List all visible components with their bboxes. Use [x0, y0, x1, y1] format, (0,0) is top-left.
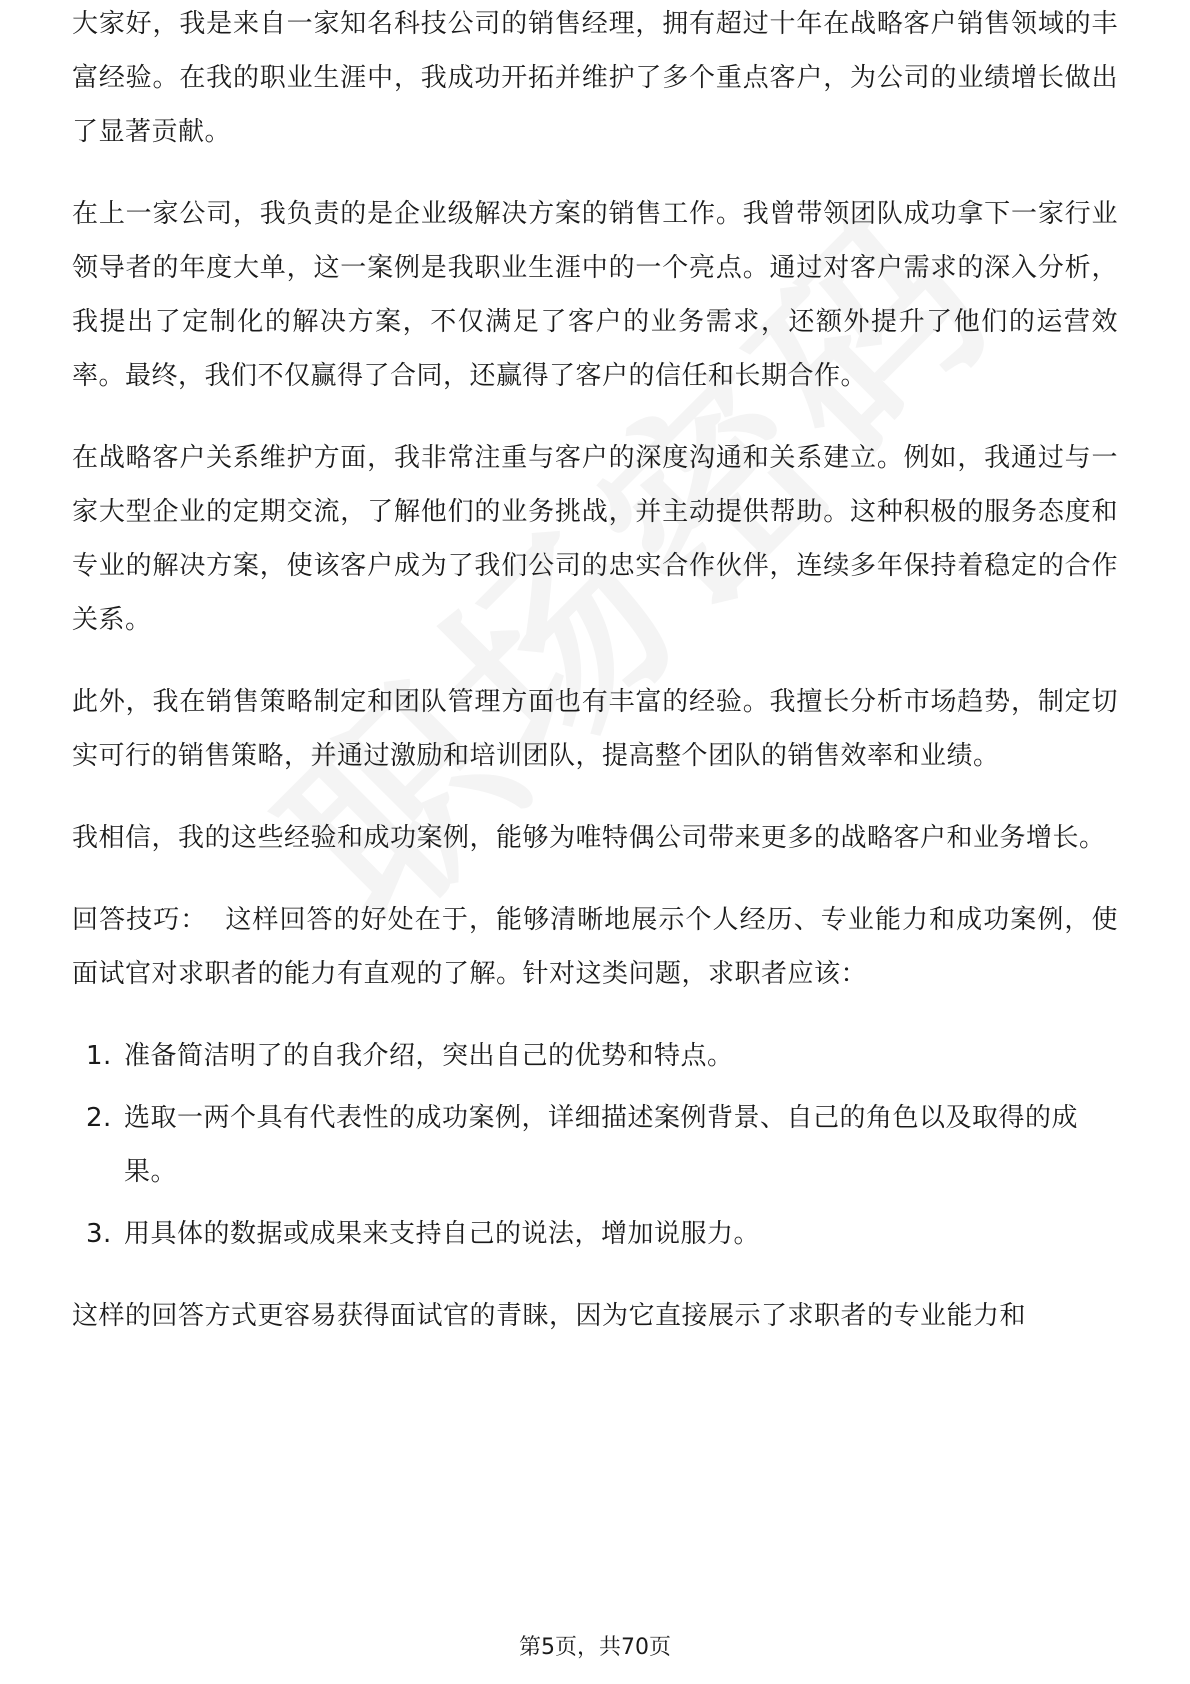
list-text: 用具体的数据或成果来支持自己的说法，增加说服力。: [124, 1219, 761, 1249]
list-number: 1.: [86, 1041, 112, 1071]
paragraph-client-relations: 在战略客户关系维护方面，我非常注重与客户的深度沟通和关系建立。例如，我通过与一家大型企业的定期交流，了解他们的业务挑战，并主动提供帮助。这种积极的服务态度和专业的解决方案，使该客户成为了我们公司的忠实合作伙伴，连续多年保持着稳定的合作关系。: [72, 443, 1118, 635]
list-text: 选取一两个具有代表性的成功案例，详细描述案例背景、自己的角色以及取得的成果。: [124, 1103, 1079, 1187]
paragraph-intro: 大家好，我是来自一家知名科技公司的销售经理，拥有超过十年在战略客户销售领域的丰富经验。在我的职业生涯中，我成功开拓并维护了多个重点客户，为公司的业绩增长做出了显著贡献。: [72, 9, 1118, 147]
answer-tip-label: 回答技巧：: [72, 905, 208, 935]
list-item: [72, 1207, 1118, 1261]
list-item: [72, 1029, 1118, 1083]
paragraph-previous-company: 在上一家公司，我负责的是企业级解决方案的销售工作。我曾带领团队成功拿下一家行业领导者的年度大单，这一案例是我职业生涯中的一个亮点。通过对客户需求的深入分析，我提出了定制化的解决方案，不仅满足了客户的业务需求，还额外提升了他们的运营效率。最终，我们不仅赢得了合同，还赢得了客户的信任和长期合作。: [72, 199, 1118, 391]
paragraph-strategy: 此外，我在销售策略制定和团队管理方面也有丰富的经验。我擅长分析市场趋势，制定切实可行的销售策略，并通过激励和培训团队，提高整个团队的销售效率和业绩。: [72, 687, 1118, 771]
list-number: 2.: [86, 1103, 112, 1133]
paragraph-closing: 这样的回答方式更容易获得面试官的青睐，因为它直接展示了求职者的专业能力和: [72, 1301, 1027, 1331]
paragraph-conclusion: 我相信，我的这些经验和成功案例，能够为唯特偶公司带来更多的战略客户和业务增长。: [72, 823, 1106, 853]
list-text: 准备简洁明了的自我介绍，突出自己的优势和特点。: [124, 1041, 734, 1071]
page-number-footer: 第5页，共70页: [519, 1635, 671, 1660]
document-body: [72, 0, 1118, 1371]
answer-tip: [72, 893, 1118, 1001]
list-item: [72, 1091, 1118, 1199]
answer-tip-text: 这样回答的好处在于，能够清晰地展示个人经历、专业能力和成功案例，使面试官对求职者的能力有直观的了解。针对这类问题，求职者应该：: [72, 905, 1118, 989]
list-number: 3.: [86, 1219, 112, 1249]
tips-list: [72, 1029, 1118, 1261]
